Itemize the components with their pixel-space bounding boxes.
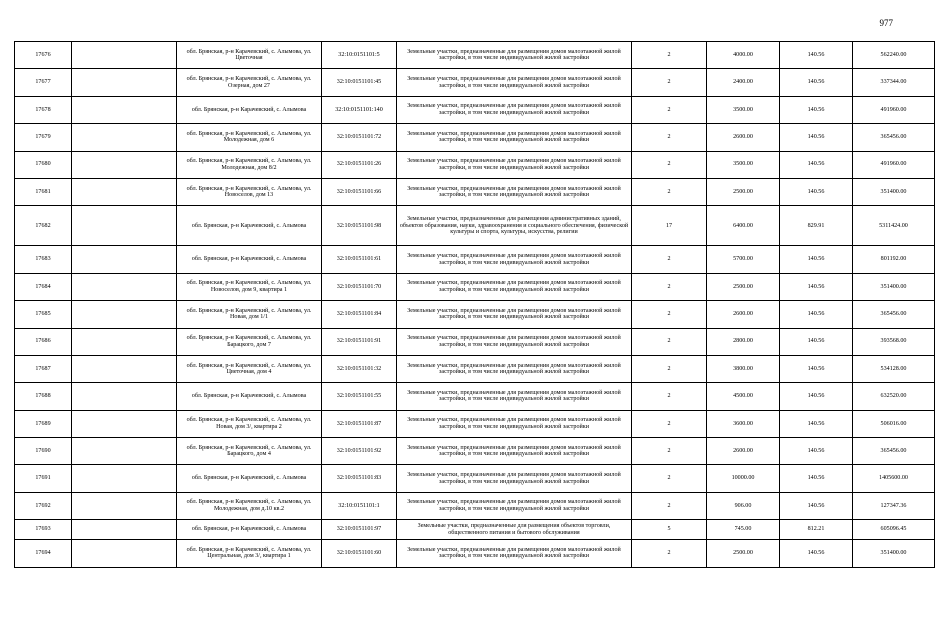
table-row	[15, 438, 935, 465]
table-row	[15, 273, 935, 300]
table-body	[15, 42, 935, 568]
cadastral-value-cell: 351400.00	[853, 273, 935, 300]
land-use-cell: Земельные участки, предназначенные для размещения домов малоэтажной жилой застройки, в том числе индивидуальной жилой застройки	[397, 383, 632, 410]
cadastral-value-cell: 127347.36	[853, 492, 935, 519]
rate-cell: 140.56	[780, 540, 853, 567]
address-cell: обл. Брянская, р-н Карачевский, с. Алымова	[177, 96, 322, 123]
area-cell: 3500.00	[707, 151, 780, 178]
row-number: 17681	[15, 178, 72, 205]
group-cell: 2	[632, 69, 707, 96]
rate-cell: 140.56	[780, 438, 853, 465]
table-row	[15, 492, 935, 519]
group-cell: 2	[632, 151, 707, 178]
area-cell: 3500.00	[707, 96, 780, 123]
group-cell: 2	[632, 301, 707, 328]
cadastral-number-cell: 32:10:0151101:140	[322, 96, 397, 123]
rate-cell: 140.56	[780, 273, 853, 300]
group-cell: 5	[632, 520, 707, 540]
cadastral-value-cell: 801192.00	[853, 246, 935, 273]
cadastral-number-cell: 32:10:0151101:32	[322, 355, 397, 382]
table-row	[15, 465, 935, 492]
group-cell: 2	[632, 383, 707, 410]
blank-cell	[72, 42, 177, 69]
group-cell: 2	[632, 328, 707, 355]
table-row	[15, 42, 935, 69]
land-use-cell: Земельные участки, предназначенные для размещения домов малоэтажной жилой застройки, в том числе индивидуальной жилой застройки	[397, 96, 632, 123]
land-use-cell: Земельные участки, предназначенные для размещения домов малоэтажной жилой застройки, в том числе индивидуальной жилой застройки	[397, 178, 632, 205]
rate-cell: 140.56	[780, 124, 853, 151]
land-use-cell: Земельные участки, предназначенные для размещения домов малоэтажной жилой застройки, в том числе индивидуальной жилой застройки	[397, 273, 632, 300]
blank-cell	[72, 96, 177, 123]
area-cell: 3600.00	[707, 410, 780, 437]
area-cell: 2600.00	[707, 301, 780, 328]
address-cell: обл. Брянская, р-н Карачевский, с. Алымова	[177, 206, 322, 246]
row-number: 17690	[15, 438, 72, 465]
row-number: 17688	[15, 383, 72, 410]
area-cell: 2800.00	[707, 328, 780, 355]
row-number: 17694	[15, 540, 72, 567]
area-cell: 10000.00	[707, 465, 780, 492]
table-row	[15, 178, 935, 205]
address-cell: обл. Брянская, р-н Карачевский, с. Алымова, ул. Барацкого, дом 4	[177, 438, 322, 465]
area-cell: 2500.00	[707, 178, 780, 205]
address-cell: обл. Брянская, р-н Карачевский, с. Алымова	[177, 383, 322, 410]
group-cell: 2	[632, 178, 707, 205]
rate-cell: 140.56	[780, 328, 853, 355]
land-use-cell: Земельные участки, предназначенные для размещения домов малоэтажной жилой застройки, в том числе индивидуальной жилой застройки	[397, 42, 632, 69]
land-use-cell: Земельные участки, предназначенные для размещения домов малоэтажной жилой застройки, в том числе индивидуальной жилой застройки	[397, 410, 632, 437]
rate-cell: 140.56	[780, 42, 853, 69]
group-cell: 2	[632, 540, 707, 567]
group-cell: 2	[632, 410, 707, 437]
land-use-cell: Земельные участки, предназначенные для размещения домов малоэтажной жилой застройки, в том числе индивидуальной жилой застройки	[397, 151, 632, 178]
cadastral-value-cell: 365456.00	[853, 124, 935, 151]
address-cell: обл. Брянская, р-н Карачевский, с. Алымова, ул. Новоселов, дом 9, квартира 1	[177, 273, 322, 300]
blank-cell	[72, 178, 177, 205]
table-row	[15, 96, 935, 123]
page-number: 977	[879, 18, 893, 28]
area-cell: 2500.00	[707, 540, 780, 567]
table-row	[15, 124, 935, 151]
cadastral-value-cell: 365456.00	[853, 301, 935, 328]
address-cell: обл. Брянская, р-н Карачевский, с. Алымова, ул. Молодежная, дом д.10 кв.2	[177, 492, 322, 519]
row-number: 17676	[15, 42, 72, 69]
table-row	[15, 151, 935, 178]
table-row	[15, 69, 935, 96]
cadastral-value-cell: 632520.00	[853, 383, 935, 410]
land-use-cell: Земельные участки, предназначенные для размещения объектов торговли, общественного питания и бытового обслуживания	[397, 520, 632, 540]
rate-cell: 140.56	[780, 492, 853, 519]
blank-cell	[72, 301, 177, 328]
land-use-cell: Земельные участки, предназначенные для размещения домов малоэтажной жилой застройки, в том числе индивидуальной жилой застройки	[397, 69, 632, 96]
address-cell: обл. Брянская, р-н Карачевский, с. Алымова, ул. Молодежная, дом 8/2	[177, 151, 322, 178]
group-cell: 2	[632, 492, 707, 519]
land-use-cell: Земельные участки, предназначенные для размещения домов малоэтажной жилой застройки, в том числе индивидуальной жилой застройки	[397, 246, 632, 273]
cadastral-value-cell: 5311424.00	[853, 206, 935, 246]
cadastral-number-cell: 32:10:0151101:84	[322, 301, 397, 328]
table-row	[15, 520, 935, 540]
cadastral-value-cell: 1405600.00	[853, 465, 935, 492]
land-use-cell: Земельные участки, предназначенные для размещения домов малоэтажной жилой застройки, в том числе индивидуальной жилой застройки	[397, 465, 632, 492]
cadastral-number-cell: 32:10:0151101:87	[322, 410, 397, 437]
area-cell: 3800.00	[707, 355, 780, 382]
cadastral-number-cell: 32:10:0151101:26	[322, 151, 397, 178]
rate-cell: 140.56	[780, 410, 853, 437]
area-cell: 906.00	[707, 492, 780, 519]
blank-cell	[72, 273, 177, 300]
rate-cell: 140.56	[780, 69, 853, 96]
cadastral-number-cell: 32:10:0151101:91	[322, 328, 397, 355]
group-cell: 2	[632, 273, 707, 300]
table-row	[15, 301, 935, 328]
cadastral-value-cell: 506016.00	[853, 410, 935, 437]
blank-cell	[72, 520, 177, 540]
row-number: 17693	[15, 520, 72, 540]
rate-cell: 140.56	[780, 246, 853, 273]
row-number: 17684	[15, 273, 72, 300]
cadastral-value-cell: 534128.00	[853, 355, 935, 382]
row-number: 17679	[15, 124, 72, 151]
cadastral-value-cell: 393568.00	[853, 328, 935, 355]
group-cell: 2	[632, 42, 707, 69]
cadastral-value-cell: 562240.00	[853, 42, 935, 69]
cadastral-number-cell: 32:10:0151101:5	[322, 42, 397, 69]
blank-cell	[72, 540, 177, 567]
rate-cell: 140.56	[780, 383, 853, 410]
cadastral-number-cell: 32:10:0151101:45	[322, 69, 397, 96]
blank-cell	[72, 328, 177, 355]
blank-cell	[72, 438, 177, 465]
row-number: 17686	[15, 328, 72, 355]
address-cell: обл. Брянская, р-н Карачевский, с. Алымова, ул. Барацкого, дом 7	[177, 328, 322, 355]
cadastral-value-cell: 351400.00	[853, 178, 935, 205]
area-cell: 2500.00	[707, 273, 780, 300]
row-number: 17692	[15, 492, 72, 519]
address-cell: обл. Брянская, р-н Карачевский, с. Алымова, ул. Новая, дом 1/1	[177, 301, 322, 328]
row-number: 17677	[15, 69, 72, 96]
group-cell: 2	[632, 246, 707, 273]
group-cell: 2	[632, 355, 707, 382]
rate-cell: 140.56	[780, 178, 853, 205]
row-number: 17689	[15, 410, 72, 437]
blank-cell	[72, 355, 177, 382]
land-use-cell: Земельные участки, предназначенные для размещения домов малоэтажной жилой застройки, в том числе индивидуальной жилой застройки	[397, 301, 632, 328]
table-row	[15, 246, 935, 273]
land-use-cell: Земельные участки, предназначенные для размещения домов малоэтажной жилой застройки, в том числе индивидуальной жилой застройки	[397, 438, 632, 465]
row-number: 17687	[15, 355, 72, 382]
table-row	[15, 410, 935, 437]
cadastral-number-cell: 32:10:0151101:55	[322, 383, 397, 410]
rate-cell: 140.56	[780, 465, 853, 492]
address-cell: обл. Брянская, р-н Карачевский, с. Алымова, ул. Молодежная, дом 6	[177, 124, 322, 151]
cadastral-number-cell: 32:10:0151101:60	[322, 540, 397, 567]
blank-cell	[72, 383, 177, 410]
group-cell: 17	[632, 206, 707, 246]
area-cell: 2600.00	[707, 438, 780, 465]
cadastral-number-cell: 32:10:0151101:72	[322, 124, 397, 151]
area-cell: 4000.00	[707, 42, 780, 69]
cadastral-value-cell: 605096.45	[853, 520, 935, 540]
cadastral-value-cell: 491960.00	[853, 151, 935, 178]
cadastral-value-cell: 351400.00	[853, 540, 935, 567]
area-cell: 745.00	[707, 520, 780, 540]
row-number: 17682	[15, 206, 72, 246]
group-cell: 2	[632, 124, 707, 151]
blank-cell	[72, 492, 177, 519]
blank-cell	[72, 69, 177, 96]
rate-cell: 812.21	[780, 520, 853, 540]
cadastral-value-cell: 337344.00	[853, 69, 935, 96]
address-cell: обл. Брянская, р-н Карачевский, с. Алымова, ул. Новоселов, дом 13	[177, 178, 322, 205]
land-use-cell: Земельные участки, предназначенные для размещения административных зданий, объектов образования, науки, здравоохранения и социального обеспечения, физической культуры и спорта, культуры, искусства, религии	[397, 206, 632, 246]
rate-cell: 829.91	[780, 206, 853, 246]
area-cell: 5700.00	[707, 246, 780, 273]
blank-cell	[72, 151, 177, 178]
cadastral-value-cell: 491960.00	[853, 96, 935, 123]
cadastral-number-cell: 32:10:0151101:66	[322, 178, 397, 205]
table-row	[15, 540, 935, 567]
row-number: 17685	[15, 301, 72, 328]
rate-cell: 140.56	[780, 355, 853, 382]
cadastral-number-cell: 32:10:0151101:1	[322, 492, 397, 519]
address-cell: обл. Брянская, р-н Карачевский, с. Алымова	[177, 520, 322, 540]
group-cell: 2	[632, 438, 707, 465]
row-number: 17678	[15, 96, 72, 123]
address-cell: обл. Брянская, р-н Карачевский, с. Алымова, ул. Новая, дом 3/, квартира 2	[177, 410, 322, 437]
blank-cell	[72, 206, 177, 246]
area-cell: 2600.00	[707, 124, 780, 151]
address-cell: обл. Брянская, р-н Карачевский, с. Алымова	[177, 465, 322, 492]
address-cell: обл. Брянская, р-н Карачевский, с. Алымова, ул. Центральная, дом 3/, квартира 1	[177, 540, 322, 567]
blank-cell	[72, 410, 177, 437]
table-row	[15, 206, 935, 246]
area-cell: 2400.00	[707, 69, 780, 96]
area-cell: 4500.00	[707, 383, 780, 410]
blank-cell	[72, 124, 177, 151]
rate-cell: 140.56	[780, 301, 853, 328]
row-number: 17680	[15, 151, 72, 178]
cadastral-value-cell: 365456.00	[853, 438, 935, 465]
cadastral-value-table	[14, 41, 935, 568]
address-cell: обл. Брянская, р-н Карачевский, с. Алымова, ул. Озерная, дом 27	[177, 69, 322, 96]
cadastral-number-cell: 32:10:0151101:92	[322, 438, 397, 465]
table-row	[15, 355, 935, 382]
cadastral-number-cell: 32:10:0151101:83	[322, 465, 397, 492]
land-use-cell: Земельные участки, предназначенные для размещения домов малоэтажной жилой застройки, в том числе индивидуальной жилой застройки	[397, 355, 632, 382]
blank-cell	[72, 246, 177, 273]
group-cell: 2	[632, 465, 707, 492]
row-number: 17691	[15, 465, 72, 492]
area-cell: 6400.00	[707, 206, 780, 246]
table-row	[15, 383, 935, 410]
rate-cell: 140.56	[780, 96, 853, 123]
table-row	[15, 328, 935, 355]
land-use-cell: Земельные участки, предназначенные для размещения домов малоэтажной жилой застройки, в том числе индивидуальной жилой застройки	[397, 540, 632, 567]
land-use-cell: Земельные участки, предназначенные для размещения домов малоэтажной жилой застройки, в том числе индивидуальной жилой застройки	[397, 328, 632, 355]
blank-cell	[72, 465, 177, 492]
rate-cell: 140.56	[780, 151, 853, 178]
address-cell: обл. Брянская, р-н Карачевский, с. Алымова	[177, 246, 322, 273]
cadastral-number-cell: 32:10:0151101:97	[322, 520, 397, 540]
land-use-cell: Земельные участки, предназначенные для размещения домов малоэтажной жилой застройки, в том числе индивидуальной жилой застройки	[397, 124, 632, 151]
address-cell: обл. Брянская, р-н Карачевский, с. Алымова, ул. Цветочная, дом 4	[177, 355, 322, 382]
address-cell: обл. Брянская, р-н Карачевский, с. Алымова, ул. Цветочная	[177, 42, 322, 69]
land-use-cell: Земельные участки, предназначенные для размещения домов малоэтажной жилой застройки, в том числе индивидуальной жилой застройки	[397, 492, 632, 519]
group-cell: 2	[632, 96, 707, 123]
cadastral-number-cell: 32:10:0151101:61	[322, 246, 397, 273]
cadastral-number-cell: 32:10:0151101:70	[322, 273, 397, 300]
cadastral-number-cell: 32:10:0151101:98	[322, 206, 397, 246]
row-number: 17683	[15, 246, 72, 273]
